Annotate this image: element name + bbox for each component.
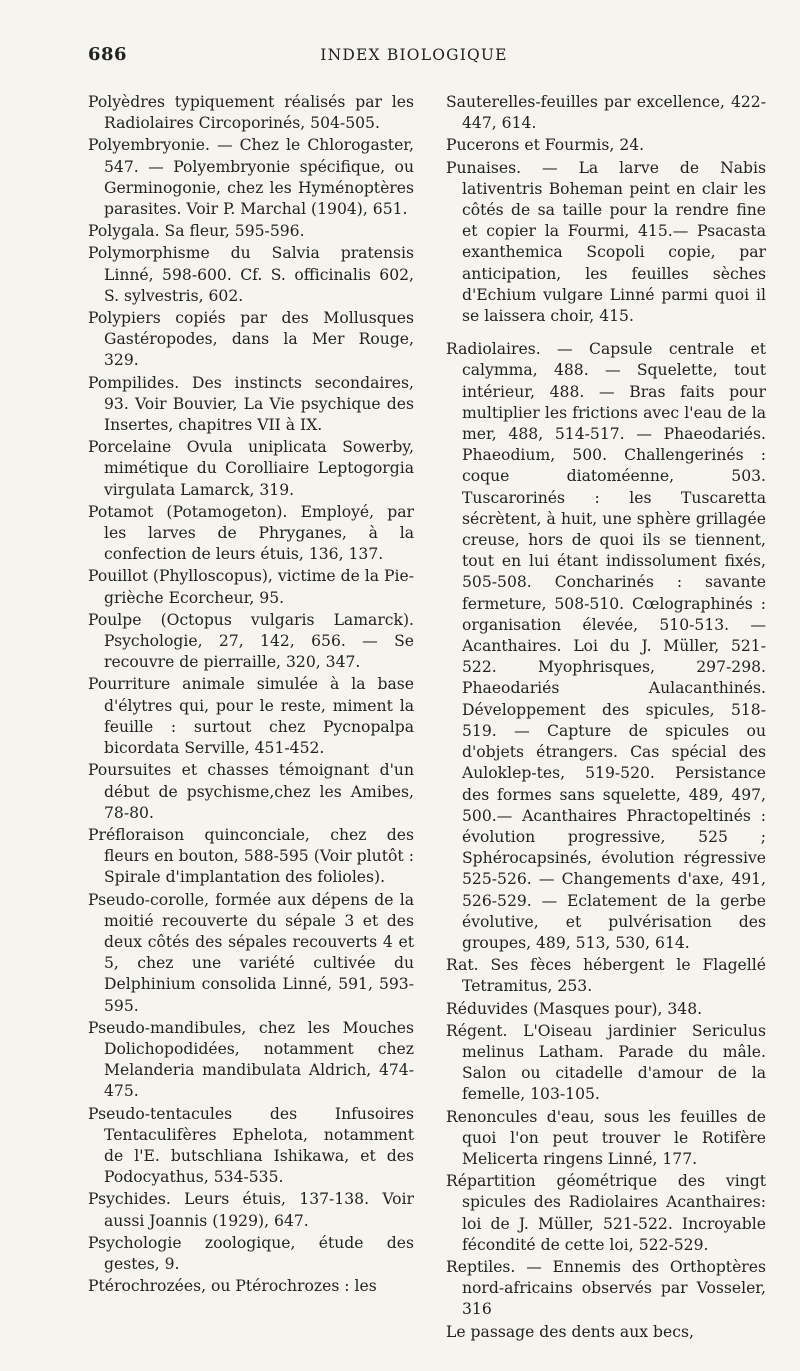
page-number: 686 [88, 44, 128, 65]
index-entry: Poursuites et chasses témoignant d'un début de psychisme,chez les Amibes, 78-80. [88, 761, 414, 822]
index-entry: Radiolaires. — Capsule centrale et calymma, 488. — Squelette, tout intérieur, 488. — Bras faits pour multiplier les frictions avec l'eau de la mer, 488, 514-517. — Phaeodariés. Phaeodium, 500. Challengerinés : coque diatoméenne, 503. Tuscarorinés : les Tuscaretta sécrètent, à huit, une sphère grillagée creuse, hors de quoi ils se tiennent, tout en lui étant indissolument fixés, 505-508. Concharinés : savante fermeture, 508-510. Cœlographinés : organisation élevée, 510-513. — Acanthaires. Loi du J. Müller, 521-522. Myophrisques, 297-298. Phaeodariés Aulacanthinés. Développement des spicules, 518-519. — Capture de spicules ou d'objets étrangers. Cas spécial des Auloklep-tes, 519-520. Persistance des formes sans squelette, 489, 497, 500.— Acanthaires Phractopeltinés : évolution progressive, 525 ; Sphérocapsinés, évolution régressive 525-526. — Changements d'axe, 491, 526-529. — Eclatement de la gerbe évolutive, et pulvérisation des groupes, 489, 513, 530, 614. [446, 340, 766, 952]
index-entry: Pouillot (Phylloscopus), victime de la Pie-grièche Ecorcheur, 95. [88, 567, 414, 607]
index-entry: Rat. Ses fèces hébergent le Flagellé Tetramitus, 253. [446, 956, 766, 996]
index-entry: Potamot (Potamogeton). Employé, par les larves de Phryganes, à la confection de leurs étuis, 136, 137. [88, 502, 414, 564]
index-entry: Poulpe (Octopus vulgaris Lamarck). Psychologie, 27, 142, 656. — Se recouvre de pierraille, 320, 347. [88, 610, 414, 672]
index-entry: Sauterelles-feuilles par excellence, 422-447, 614. [446, 93, 766, 133]
index-entry: Reptiles. — Ennemis des Orthoptères nord-africains observés par Vosseler, 316 [446, 1257, 766, 1319]
running-head: INDEX BIOLOGIQUE [320, 46, 508, 64]
index-entry: Pseudo-tentacules des Infusoires Tentaculifères Ephelota, notamment de l'E. butschliana Ishikawa, et des Podocyathus, 534-535. [88, 1104, 414, 1187]
right-column [446, 92, 766, 1344]
index-entry: Polypiers copiés par des Mollusques Gastéropodes, dans la Mer Rouge, 329. [88, 309, 414, 370]
index-entry: Psychides. Leurs étuis, 137-138. Voir aussi Joannis (1929), 647. [88, 1190, 414, 1230]
index-entry: Polyembryonie. — Chez le Chlorogaster, 547. — Polyembryonie spécifique, ou Germinogonie, chez les Hyménoptères parasites. Voir P. Marchal (1904), 651. [88, 136, 414, 219]
index-entry: Pourriture animale simulée à la base d'élytres qui, pour le reste, miment la feuille : surtout chez Pycnopalpa bicordata Serville, 451-452. [88, 675, 414, 758]
page-header [88, 44, 740, 68]
index-entry: Préfloraison quinconciale, chez des fleurs en bouton, 588-595 (Voir plutôt : Spirale d'implantation des folioles). [88, 825, 414, 887]
index-entry: Ptérochrozées, ou Ptérochrozes : les [88, 1277, 377, 1296]
index-entry: Réduvides (Masques pour), 348. [446, 999, 703, 1018]
index-entry: Pompilides. Des instincts secondaires, 93. Voir Bouvier, La Vie psychique des Insertes, chapitres VII à IX. [88, 373, 414, 435]
index-entry: Pseudo-mandibules, chez les Mouches Dolichopodidées, notamment chez Melanderia mandibulata Aldrich, 474-475. [88, 1018, 414, 1101]
index-entry: Polygala. Sa fleur, 595-596. [88, 222, 305, 241]
index-entry: Renoncules d'eau, sous les feuilles de quoi l'on peut trouver le Rotifère Melicerta ringens Linné, 177. [446, 1107, 766, 1168]
index-entry: Psychologie zoologique, étude des gestes, 9. [88, 1233, 414, 1273]
index-entry: Punaises. — La larve de Nabis lativentris Boheman peint en clair les côtés de sa taille pour la rendre fine et copier la Fourmi, 415.— Psacasta exanthemica Scopoli copie, par anticipation, les feuilles sèches d'Echium vulgare Linné parmi quoi il se laissera choir, 415. [446, 158, 766, 326]
index-entry: Porcelaine Ovula uniplicata Sowerby, mimétique du Corolliaire Leptogorgia virgulata Lamarck, 319. [88, 438, 414, 499]
left-column [88, 92, 414, 1298]
index-entry: Pucerons et Fourmis, 24. [446, 136, 645, 155]
index-entry: Pseudo-corolle, formée aux dépens de la moitié recouverte du sépale 3 et des deux côtés des sépales recouverts 4 et 5, chez une variété cultivée du Delphinium consolida Linné, 591, 593-595. [88, 890, 414, 1015]
index-entry: Régent. L'Oiseau jardinier Sericulus melinus Latham. Parade du mâle. Salon ou citadelle d'amour de la femelle, 103-105. [446, 1021, 766, 1104]
index-entry: Répartition géométrique des vingt spicules des Radiolaires Acanthaires: loi de J. Müller, 521-522. Incroyable fécondité de cette loi, 522-529. [446, 1172, 766, 1254]
index-entry: Polymorphisme du Salvia pratensis Linné, 598-600. Cf. S. officinalis 602, S. sylvestris, 602. [88, 244, 414, 305]
index-entry: Polyèdres typiquement réalisés par les Radiolaires Circoporinés, 504-505. [88, 93, 414, 133]
index-entry: Le passage des dents aux becs, [446, 1322, 694, 1341]
